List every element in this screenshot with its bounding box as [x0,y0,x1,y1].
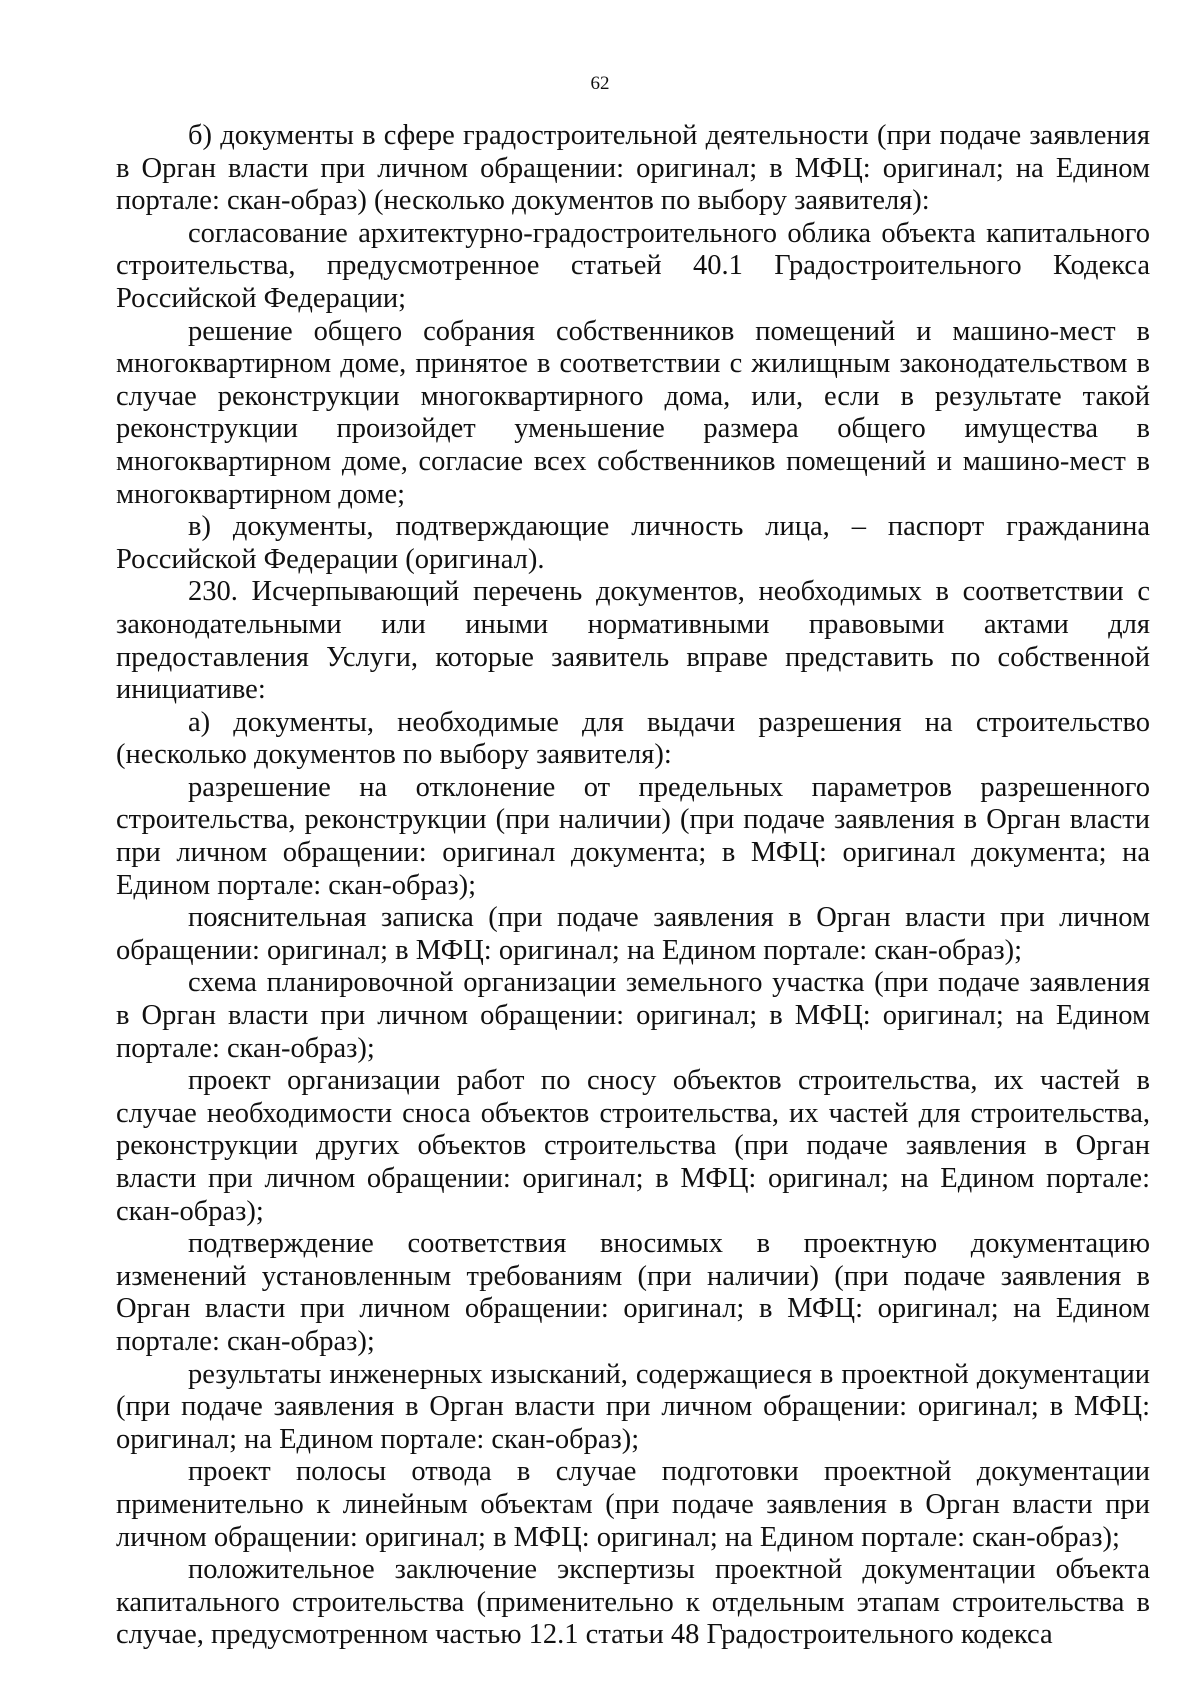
paragraph-demolition-project: проект организации работ по сносу объектов строительства, их частей в случае необходимости сноса объектов строительства, их частей для строительства, реконструкции других объектов строительства (при подаче заявления в Орган власти при личном обращении: оригинал; в МФЦ: оригинал; на Едином портале: скан-образ); [116,1065,1150,1227]
page-number: 62 [590,73,610,94]
paragraph-expertise-conclusion: положительное заключение экспертизы проектной документации объекта капитального строительства (применительно к отдельным этапам строительства в случае, предусмотренном частью 12.1 статьи 48 Градостроительного кодекса [116,1554,1150,1651]
paragraph-v-identity-docs: в) документы, подтверждающие личность лица, – паспорт гражданина Российской Федерации (оригинал). [116,511,1150,575]
paragraph-a-construction-permit-docs: а) документы, необходимые для выдачи разрешения на строительство (несколько документов по выбору заявителя): [116,706,1150,771]
paragraph-land-plot-scheme: схема планировочной организации земельного участка (при подаче заявления в Орган власти при личном обращении: оригинал; в МФЦ: оригинал; на Едином портале: скан-образ); [116,967,1150,1064]
paragraph-compliance-confirmation: подтверждение соответствия вносимых в проектную документацию изменений установленным требованиям (при наличии) (при подаче заявления в Орган власти при личном обращении: оригинал; в МФЦ: оригинал; на Едином портале: скан-образ); [116,1228,1150,1357]
paragraph-b-urban-planning-docs: б) документы в сфере градостроительной деятельности (при подаче заявления в Орган власти при личном обращении: оригинал; в МФЦ: оригинал; на Едином портале: скан-образ) (несколько документов по выбору заявителя): [116,120,1150,217]
paragraph-engineering-surveys: результаты инженерных изысканий, содержащиеся в проектной документации (при подаче заявления в Орган власти при личном обращении: оригинал; в МФЦ: оригинал; на Едином портале: скан-образ); [116,1358,1150,1455]
paragraph-architectural-approval: согласование архитектурно-градостроительного облика объекта капитального строительства, предусмотренное статьей 40.1 Градостроительного Кодекса Российской Федерации; [116,217,1150,314]
document-body [116,120,1150,1652]
paragraph-deviation-permit: разрешение на отклонение от предельных параметров разрешенного строительства, реконструкции (при наличии) (при подаче заявления в Орган власти при личном обращении: оригинал документа; в МФЦ: оригинал документа; на Едином портале: скан-образ); [116,771,1150,901]
paragraph-230-document-list: 230. Исчерпывающий перечень документов, необходимых в соответствии с законодательными или иными нормативными правовыми актами для предоставления Услуги, которые заявитель вправе представить по собственной инициативе: [116,576,1150,706]
paragraph-explanatory-note: пояснительная записка (при подаче заявления в Орган власти при личном обращении: оригинал; в МФЦ: оригинал; на Едином портале: скан-образ); [116,902,1150,966]
paragraph-owners-meeting-decision: решение общего собрания собственников помещений и машино-мест в многоквартирном доме, принятое в соответствии с жилищным законодательством в случае реконструкции многоквартирного дома, или, если в результате такой реконструкции произойдет уменьшение размера общего имущества в многоквартирном доме, согласие всех собственников помещений и машино-мест в многоквартирном доме; [116,315,1150,510]
paragraph-right-of-way-project: проект полосы отвода в случае подготовки проектной документации применительно к линейным объектам (при подаче заявления в Орган власти при личном обращении: оригинал; в МФЦ: оригинал; на Едином портале: скан-образ); [116,1456,1150,1553]
